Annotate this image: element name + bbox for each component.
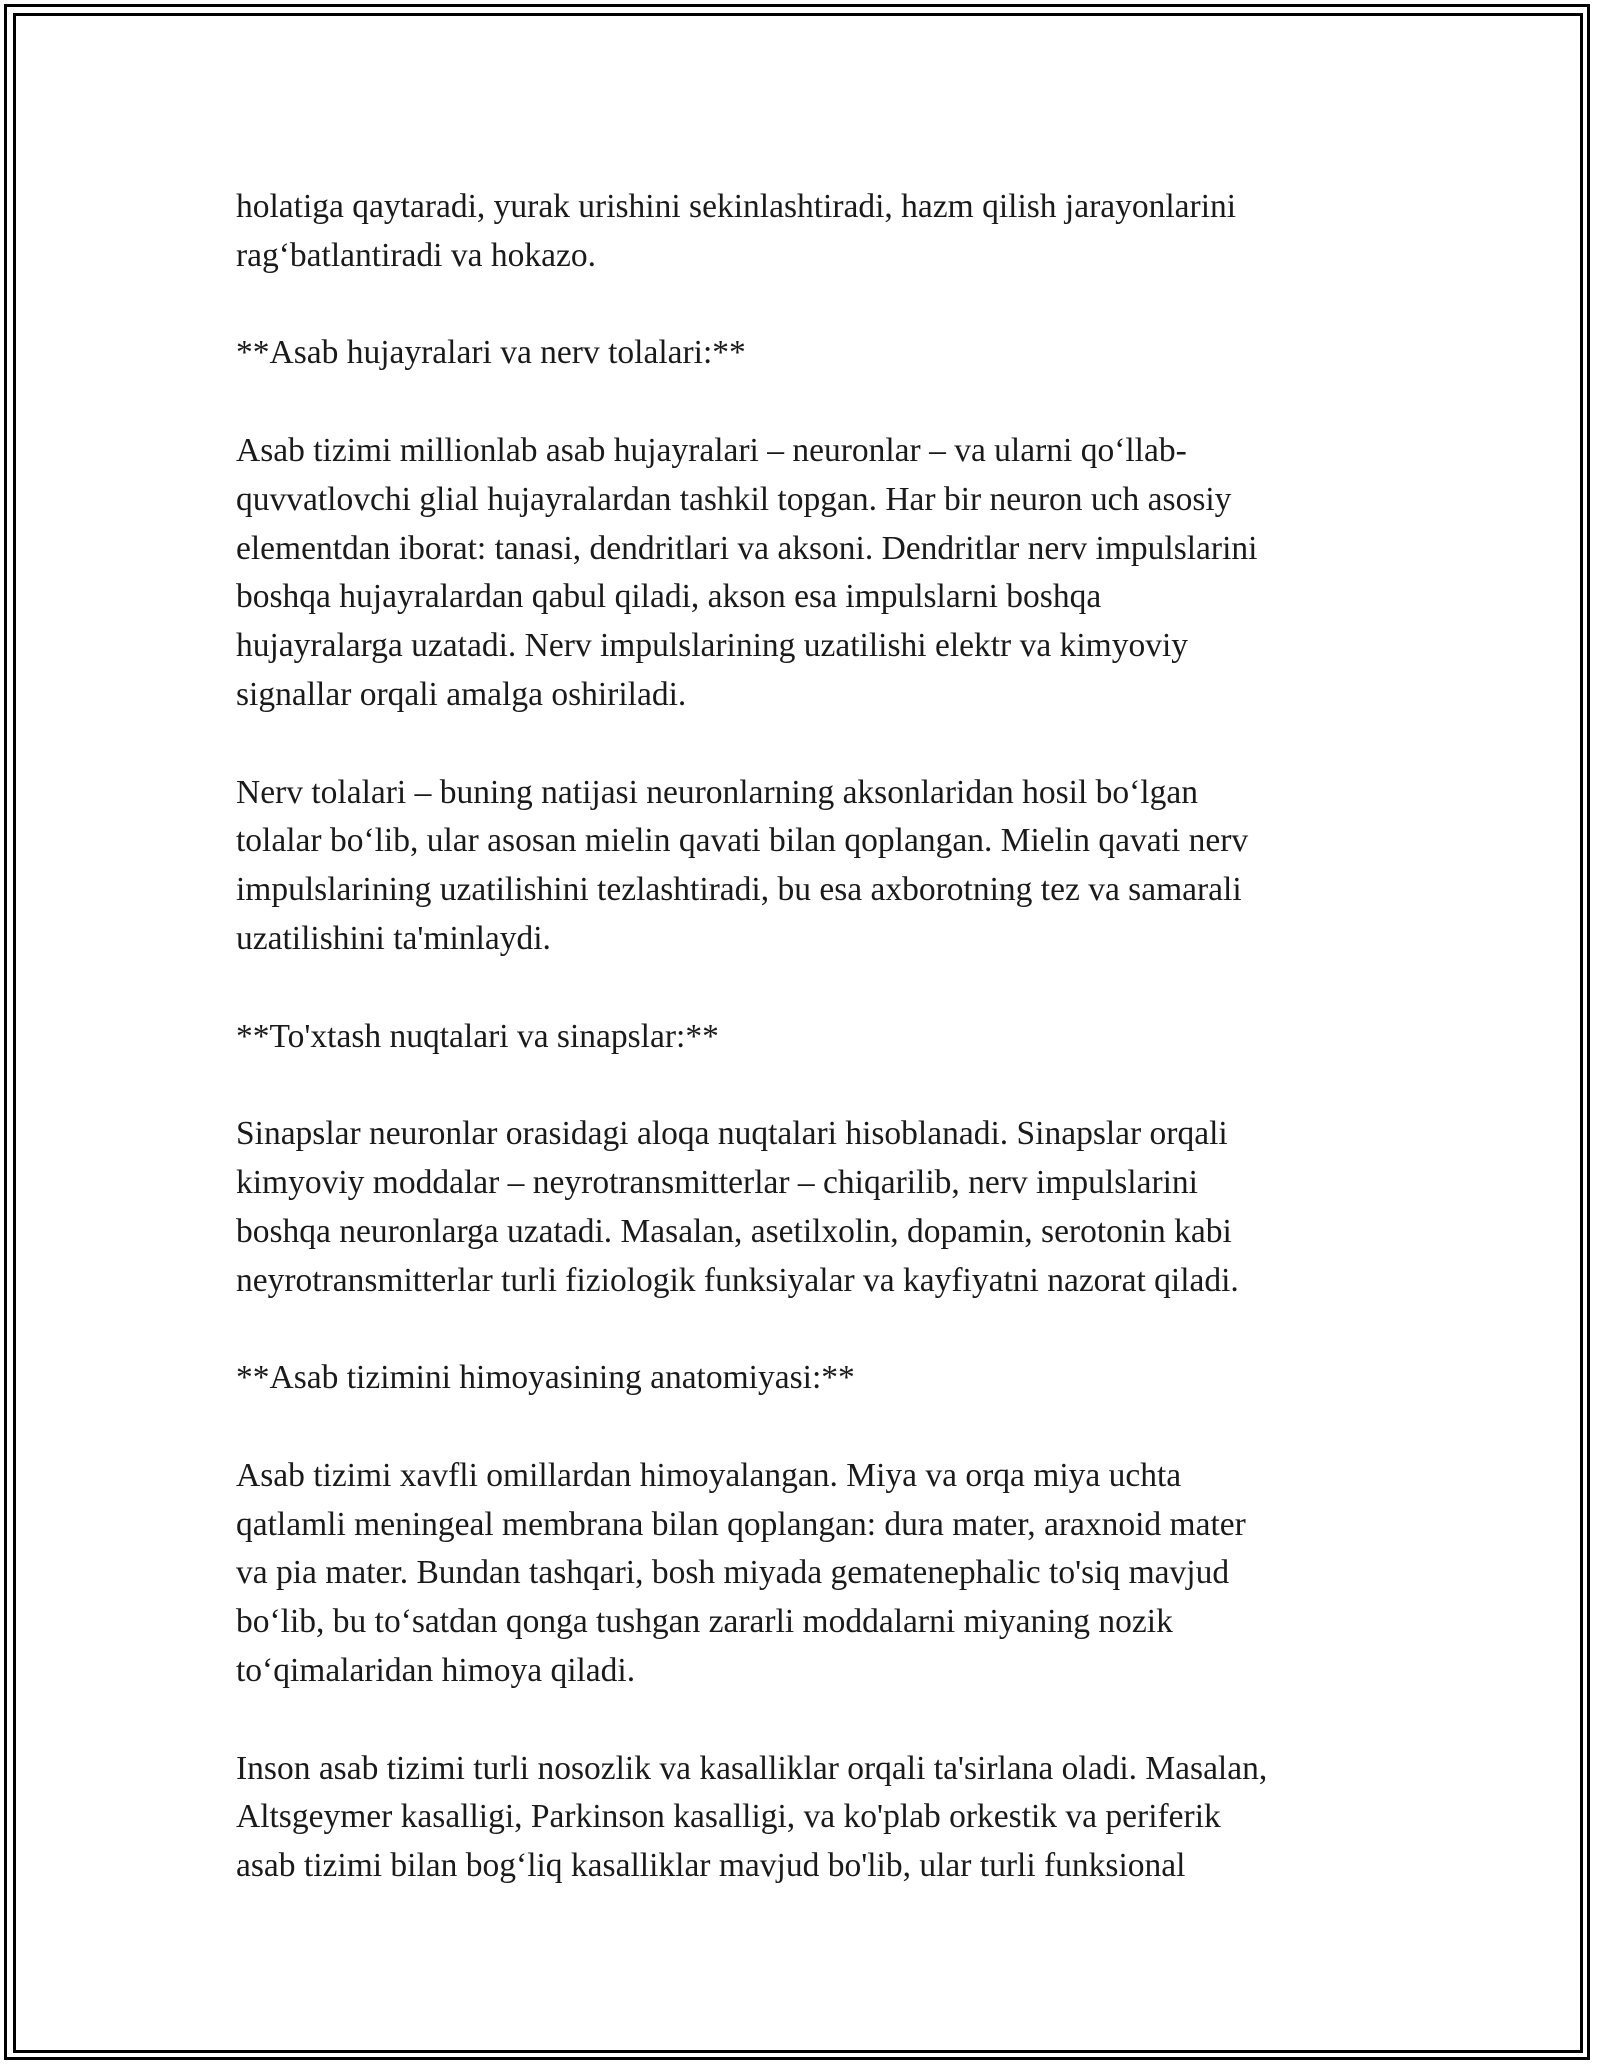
paragraph-neurons: Asab tizimi millionlab asab hujayralari – neuronlar – va ularni qo‘llab- quvvatlovchi glial hujayralardan tashkil topgan. Har bir neuron uch asosiy elementdan iborat: tanasi, dendritlari va aksoni. Dendritlar nerv impulslarini boshqa hujayralardan qabul qiladi, akson esa impulslarni boshqa hujayralarga uzatadi. Nerv impulslarining uzatilishi elektr va kimyoviy signallar orqali amalga oshiriladi. <box>236 431 1258 713</box>
paragraph-synapses: Sinapslar neuronlar orasidagi aloqa nuqtalari hisoblanadi. Sinapslar orqali kimyoviy moddalar – neyrotransmitterlar – chiqarilib, nerv impulslarini boshqa neuronlarga uzatadi. Masalan, asetilxolin, dopamin, serotonin kabi neyrotransmitterlar turli fiziologik funksiyalar va kayfiyatni nazorat qiladi. <box>236 1115 1239 1299</box>
paragraph-nerve-fibers: Nerv tolalari – buning natijasi neuronlarning aksonlaridan hosil bo‘lgan tolalar bo‘lib, ular asosan mielin qavati bilan qoplangan. Mielin qavati nerv impulslarining uzatilishini tezlashtiradi, bu esa axborotning tez va samarali uzatilishini ta'minlaydi. <box>236 773 1249 957</box>
paragraph-continuation: holatiga qaytaradi, yurak urishini sekinlashtiradi, hazm qilish jarayonlarini rag‘batlantiradi va hokazo. <box>236 188 1237 274</box>
paragraph-diseases: Inson asab tizimi turli nosozlik va kasalliklar orqali ta'sirlana oladi. Masalan, Altsgeymer kasalligi, Parkinson kasalligi, va ko'plab orkestik va periferik asab tizimi bilan bog‘liq kasalliklar mavjud bo'lib, ular turli funksional <box>236 1749 1268 1885</box>
document-body <box>236 183 1396 1891</box>
heading-protection-anatomy: **Asab tizimini himoyasining anatomiyasi:** <box>236 1359 855 1397</box>
heading-synapses: **To'xtash nuqtalari va sinapslar:** <box>236 1017 719 1055</box>
paragraph-protection: Asab tizimi xavfli omillardan himoyalangan. Miya va orqa miya uchta qatlamli meningeal membrana bilan qoplangan: dura mater, araxnoid mater va pia mater. Bundan tashqari, bosh miyada gematenephalic to'siq mavjud bo‘lib, bu to‘satdan qonga tushgan zararli moddalarni miyaning nozik to‘qimalaridan himoya qiladi. <box>236 1456 1246 1689</box>
heading-nerve-cells: **Asab hujayralari va nerv tolalari:** <box>236 334 746 372</box>
